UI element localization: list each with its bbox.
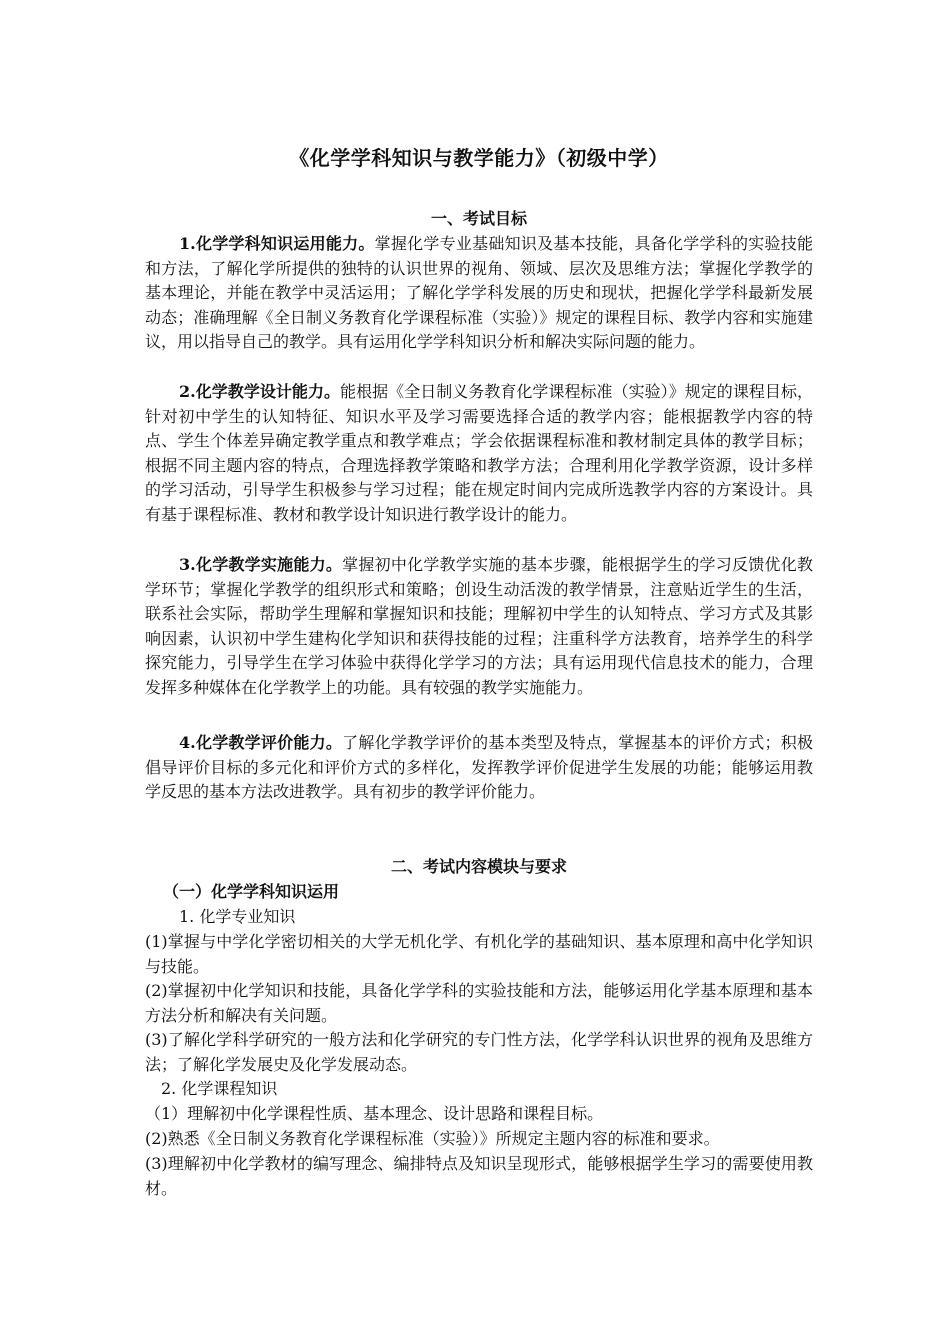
- curriculum-item-1: （1）理解初中化学课程性质、基本理念、设计思路和课程目标。: [145, 1104, 604, 1123]
- goal-text-1: 掌握化学专业基础知识及基本技能，具备化学学科的实验技能和方法，了解化学所提供的独特的认识世界的视角、领域、层次及思维方法；掌握化学教学的基本理论，并能在教学中灵活运用；了解化学学科发展的历史和现状，把握化学学科最新发展动态；准确理解《全日制义务教育化学课程标准（实验）》规定的课程目标、教学内容和实施建议，用以指导自己的教学。具有运用化学学科知识分析和解决实际问题的能力。: [145, 234, 813, 352]
- knowledge-item-2: (2)掌握初中化学知识和技能，具备化学学科的实验技能和方法，能够运用化学基本原理和基本方法分析和解决有关问题。: [145, 981, 813, 1025]
- goal-text-2: 能根据《全日制义务教育化学课程标准（实验）》规定的课程目标，针对初中学生的认知特征、知识水平及学习需要选择合适的教学内容；能根据教学内容的特点、学生个体差异确定教学重点和教学难点；学会依据课程标准和教材制定具体的教学目标；根据不同主题内容的特点，合理选择教学策略和教学方法；合理利用化学教学资源，设计多样的学习活动，引导学生积极参与学习过程；能在规定时间内完成所选教学内容的方案设计。具有基于课程标准、教材和教学设计知识进行教学设计的能力。: [145, 382, 813, 524]
- section-heading-exam-goals: 一、考试目标: [430, 209, 527, 228]
- goal-lead-3: 3.化学教学实施能力。: [179, 555, 343, 574]
- goal-paragraph-4: [145, 731, 813, 805]
- goal-lead-1: 1.化学学科知识运用能力。: [179, 234, 375, 253]
- document-title: 《化学学科知识与教学能力》（初级中学）: [289, 146, 669, 170]
- group-heading-curriculum-knowledge: 2. 化学课程知识: [161, 1079, 278, 1098]
- goal-text-3: 掌握初中化学教学实施的基本步骤，能根据学生的学习反馈优化教学环节；掌握化学教学的组织形式和策略；创设生动活泼的教学情景，注意贴近学生的生活，联系社会实际，帮助学生理解和掌握知识和技能；理解初中学生的认知特点、学习方式及其影响因素，认识初中学生建构化学知识和获得技能的过程；注重科学方法教育，培养学生的科学探究能力，引导学生在学习体验中获得化学学习的方法；具有运用现代信息技术的能力，合理发挥多种媒体在化学教学上的功能。具有较强的教学实施能力。: [145, 555, 813, 697]
- curriculum-item-3: (3)理解初中化学教材的编写理念、编排特点及知识呈现形式，能够根据学生学习的需要使用教材。: [145, 1154, 813, 1198]
- goal-lead-4: 4.化学教学评价能力。: [179, 733, 343, 752]
- subheading-knowledge-application: （一）化学学科知识运用: [163, 882, 340, 901]
- curriculum-item-2: (2)熟悉《全日制义务教育化学课程标准（实验）》所规定主题内容的标准和要求。: [145, 1129, 720, 1148]
- section-heading-content-modules: 二、考试内容模块与要求: [390, 857, 567, 876]
- knowledge-item-1: (1)掌握与中学化学密切相关的大学无机化学、有机化学的基础知识、基本原理和高中化学知识与技能。: [145, 932, 813, 976]
- goal-lead-2: 2.化学教学设计能力。: [179, 382, 341, 401]
- goal-paragraph-2: [145, 380, 813, 528]
- goal-paragraph-1: [145, 232, 813, 355]
- group-heading-chemistry-knowledge: 1. 化学专业知识: [179, 907, 296, 926]
- goal-paragraph-3: [145, 553, 813, 701]
- knowledge-item-3: (3)了解化学科学研究的一般方法和化学研究的专门性方法，化学学科认识世界的视角及思维方法；了解化学发展史及化学发展动态。: [145, 1030, 813, 1074]
- goal-text-4: 了解化学教学评价的基本类型及特点，掌握基本的评价方式；积极倡导评价目标的多元化和评价方式的多样化，发挥教学评价促进学生发展的功能；能够运用教学反思的基本方法改进教学。具有初步的教学评价能力。: [145, 733, 813, 802]
